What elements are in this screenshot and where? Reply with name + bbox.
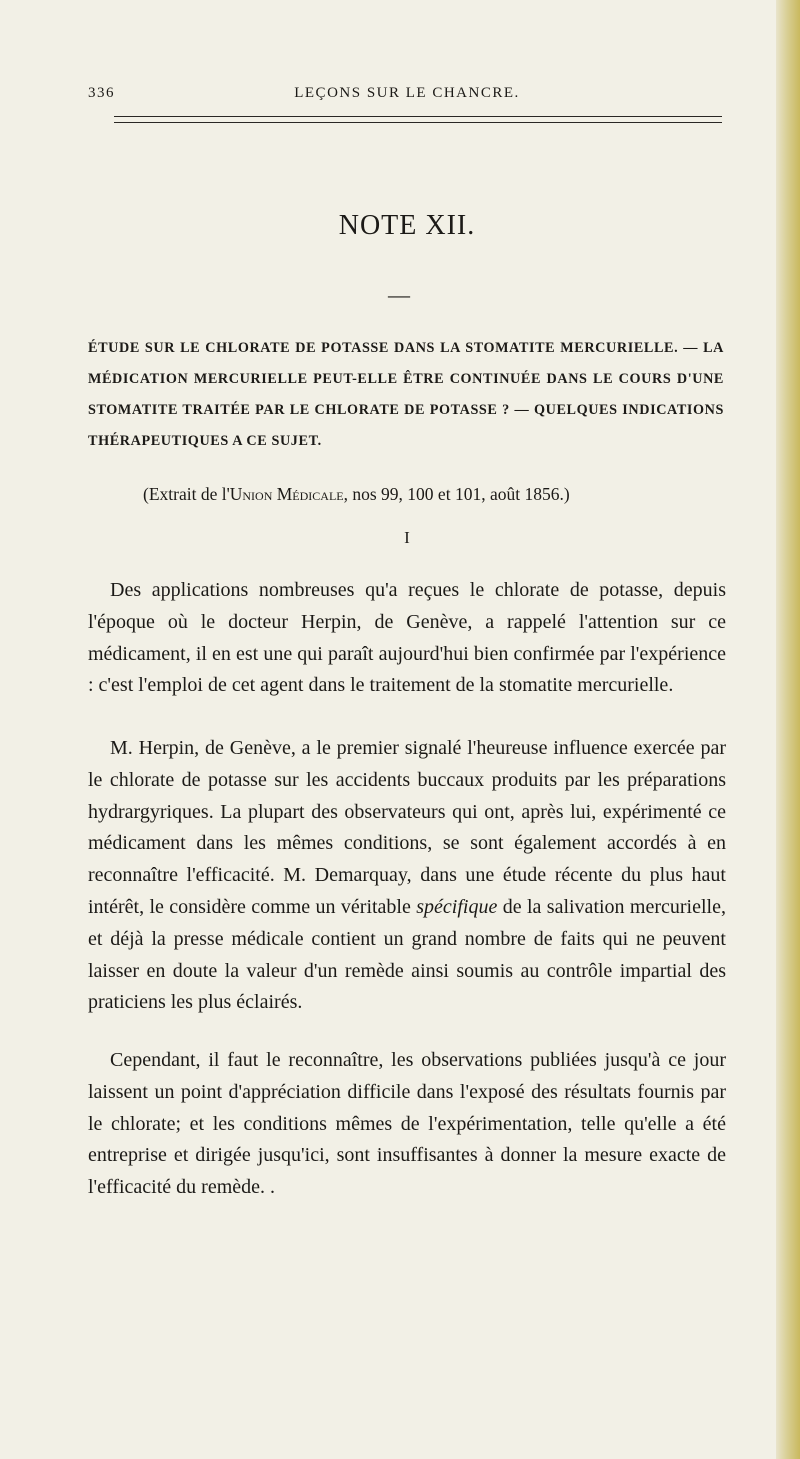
note-subtitle: ÉTUDE SUR LE CHLORATE DE POTASSE DANS LA STOMATITE MERCURIELLE. — LA MÉDICATION MERCURIELLE PEUT-ELLE ÊTRE CONTINUÉE DANS LE COURS D'UNE STOMATITE TRAITÉE PAR LE CHLORATE DE POTASSE ? — QUELQUES INDICATIONS THÉRAPEUTIQUES A CE SUJET. [88, 340, 724, 449]
paragraph-2-after: de la salivation mercurielle, et déjà la presse médicale contient un grand nombre de faits qui ne peuvent laisser en doute la valeur d'un remède ainsi soumis au contrôle impartial des praticiens les plus éclairés. [88, 895, 726, 1014]
paragraph-2-text [88, 733, 726, 1019]
source-suffix: , nos 99, 100 et 101, août 1856.) [343, 484, 570, 504]
paragraph-2-before: M. Herpin, de Genève, a le premier signalé l'heureuse influence exercée par le chlorate de potasse sur les accidents buccaux produits par les préparations hydrargyriques. La plupart des observateurs qui ont, après lui, expérimenté ce médicament dans les mêmes conditions, se sont également accordés à en reconnaître l'efficacité. M. Demarquay, dans une étude récente du plus haut intérêt, le considère comme un véritable [88, 737, 726, 918]
note-title: NOTE XII. [338, 210, 476, 241]
section-number: I [404, 528, 410, 547]
running-head [88, 85, 726, 111]
source-prefix: (Extrait de l' [143, 484, 230, 504]
title-dash: — [388, 282, 410, 307]
page-number: 336 [88, 85, 115, 101]
page-edge [776, 0, 800, 1459]
header-rule-top [114, 116, 722, 117]
paragraph-3-text: Cependant, il faut le reconnaître, les observations publiées jusqu'à ce jour laissent un point d'appréciation difficile dans l'exposé des résultats fournis par le chlorate; et les conditions mêmes de l'expérimentation, telle qu'elle a été entreprise et dirigée jusqu'ici, sont insuffisantes à donner la mesure exacte de l'efficacité du remède. . [88, 1049, 726, 1199]
header-rule-bottom [114, 122, 722, 123]
paragraph-1 [88, 575, 726, 702]
paragraph-1-text: Des applications nombreuses qu'a reçues le chlorate de potasse, depuis l'époque où le docteur Herpin, de Genève, a rappelé l'attention sur ce médicament, il en est une qui paraît aujourd'hui bien confirmée par l'expérience : c'est l'emploi de cet agent dans le traitement de la stomatite mercurielle. [88, 579, 726, 697]
source-journal: Union Médicale [229, 484, 344, 504]
source-citation [143, 484, 743, 505]
paragraph-2-italic: spécifique [416, 895, 498, 918]
running-title: LEÇONS SUR LE CHANCRE. [294, 85, 520, 101]
paragraph-3 [88, 1045, 726, 1204]
paragraph-2 [88, 733, 726, 1019]
